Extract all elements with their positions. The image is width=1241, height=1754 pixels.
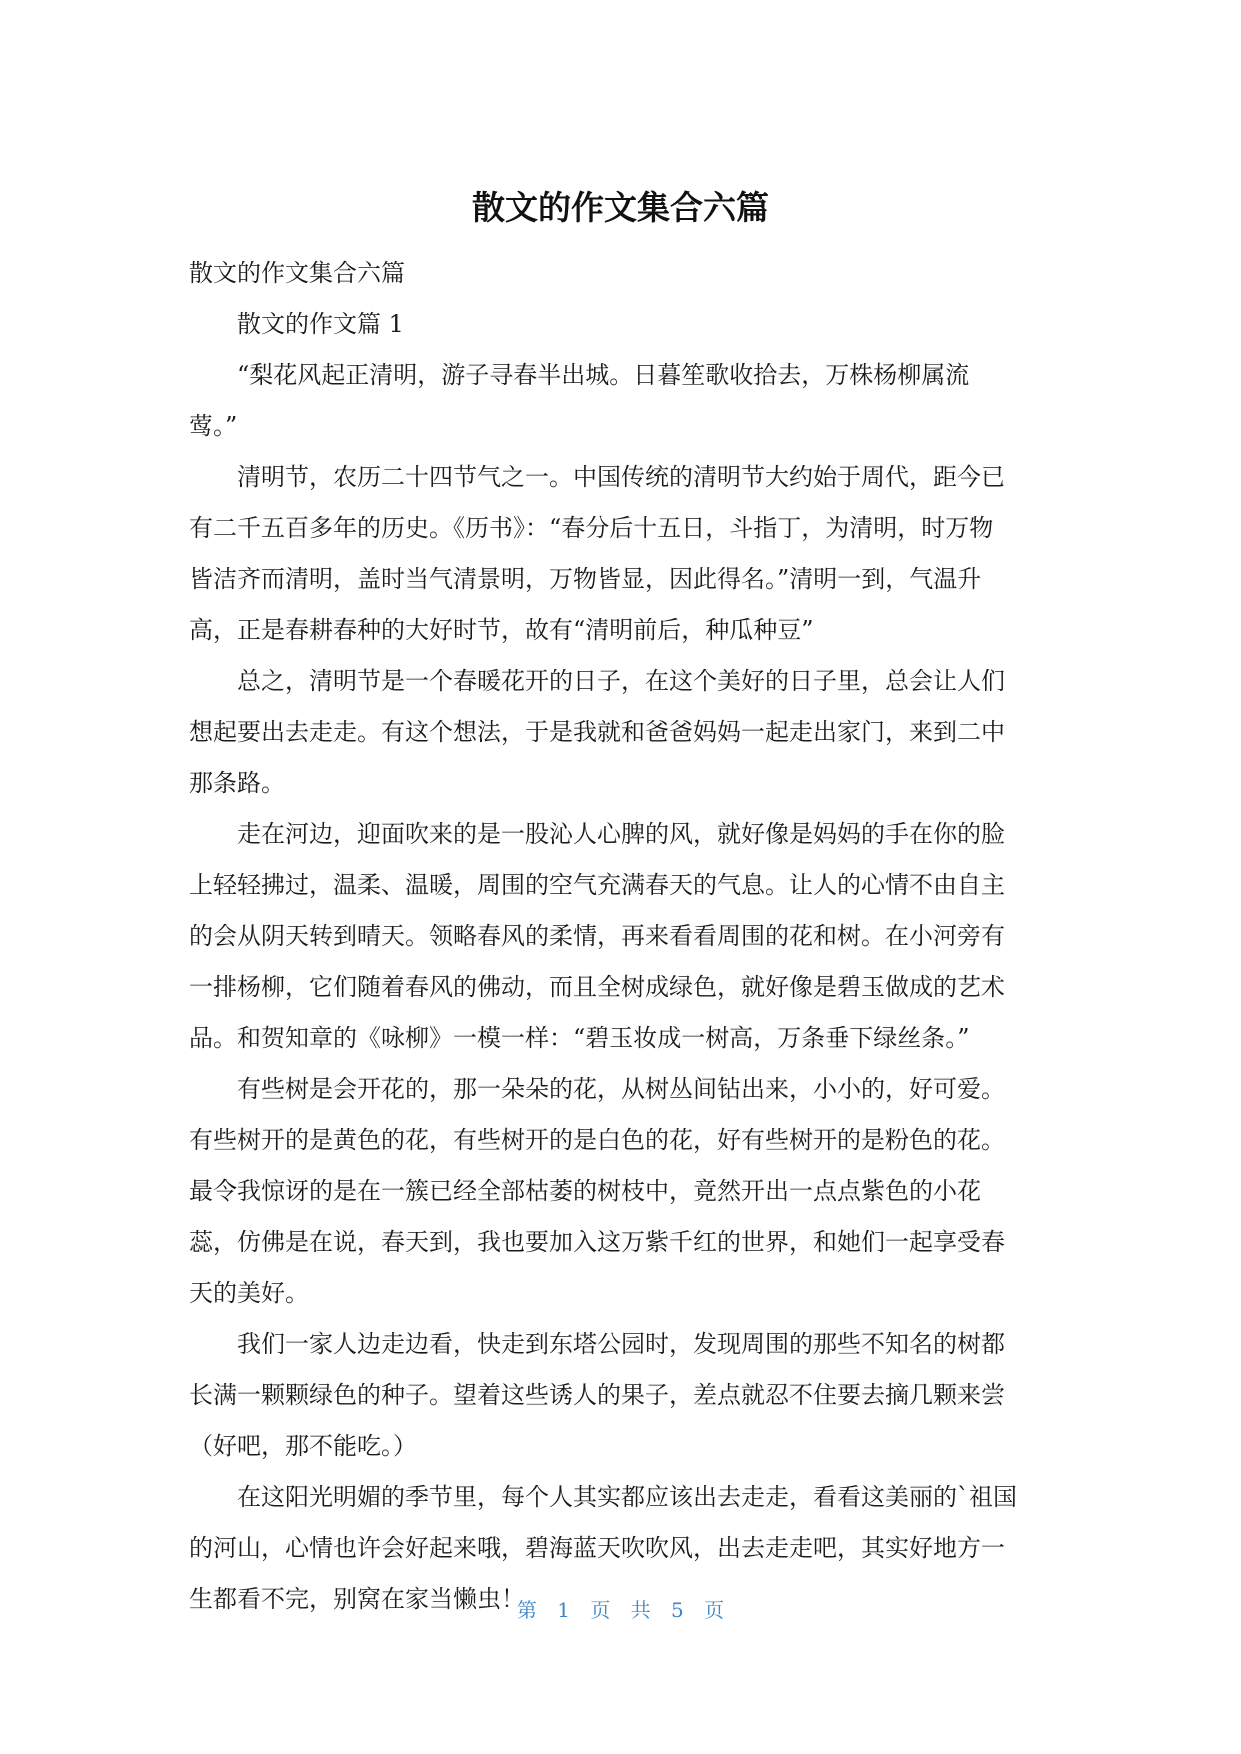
- paragraph-line: 高，正是春耕春种的大好时节，故有“清明前后，种瓜种豆”: [189, 616, 814, 644]
- document-body: [189, 248, 1049, 1625]
- paragraph-list: [189, 350, 1049, 1625]
- paragraph-line: 有些树是会开花的，那一朵朵的花，从树丛间钻出来，小小的，好可爱。: [237, 1075, 1005, 1103]
- paragraph: [189, 809, 1049, 1064]
- paragraph-line: 的会从阴天转到晴天。领略春风的柔情，再来看看周围的花和树。在小河旁有: [189, 922, 1005, 950]
- paragraph-line: 长满一颗颗绿色的种子。望着这些诱人的果子，差点就忍不住要去摘几颗来尝: [189, 1381, 1005, 1409]
- paragraph: [189, 1064, 1049, 1319]
- paragraph-line: 总之，清明节是一个春暖花开的日子，在这个美好的日子里，总会让人们: [237, 667, 1005, 695]
- paragraph-line: 想起要出去走走。有这个想法，于是我就和爸爸妈妈一起走出家门，来到二中: [189, 718, 1005, 746]
- paragraph-line: 我们一家人边走边看，快走到东塔公园时，发现周围的那些不知名的树都: [237, 1330, 1005, 1358]
- paragraph-line: 那条路。: [189, 769, 285, 797]
- paragraph-line: （好吧，那不能吃。）: [189, 1432, 417, 1460]
- paragraph: [189, 656, 1049, 809]
- paragraph: [189, 1319, 1049, 1472]
- paragraph-line: 上轻轻拂过，温柔、温暖，周围的空气充满春天的气息。让人的心情不由自主: [189, 871, 1005, 899]
- paragraph: [189, 350, 1049, 452]
- paragraph-line: 品。和贺知章的《咏柳》一模一样：“碧玉妆成一树高，万条垂下绿丝条。”: [189, 1024, 970, 1052]
- document-title: 散文的作文集合六篇: [472, 188, 769, 227]
- paragraph-line: 最令我惊讶的是在一簇已经全部枯萎的树枝中，竟然开出一点点紫色的小花: [189, 1177, 981, 1205]
- paragraph-line: 莺。”: [189, 412, 238, 440]
- paragraph-line: 有些树开的是黄色的花，有些树开的是白色的花，好有些树开的是粉色的花。: [189, 1126, 1005, 1154]
- paragraph-line: 清明节，农历二十四节气之一。中国传统的清明节大约始于周代，距今已: [237, 463, 1005, 491]
- document-subtitle: 散文的作文集合六篇: [189, 259, 405, 287]
- paragraph-line: 天的美好。: [189, 1279, 309, 1307]
- section-heading: 散文的作文篇 1: [237, 310, 404, 338]
- paragraph-line: 一排杨柳，它们随着春风的佛动，而且全树成绿色，就好像是碧玉做成的艺术: [189, 973, 1005, 1001]
- paragraph: [189, 452, 1049, 656]
- paragraph-line: 走在河边，迎面吹来的是一股沁人心脾的风，就好像是妈妈的手在你的脸: [237, 820, 1005, 848]
- paragraph-line: 皆洁齐而清明，盖时当气清景明，万物皆显，因此得名。”清明一到，气温升: [189, 565, 982, 593]
- paragraph-line: 的河山，心情也许会好起来哦，碧海蓝天吹吹风，出去走走吧，其实好地方一: [189, 1534, 1005, 1562]
- paragraph-line: 蕊，仿佛是在说，春天到，我也要加入这万紫千红的世界，和她们一起享受春: [189, 1228, 1005, 1256]
- paragraph-line: 生都看不完，别窝在家当懒虫！: [189, 1585, 525, 1613]
- paragraph-line: 在这阳光明媚的季节里，每个人其实都应该出去走走，看看这美丽的`祖国: [237, 1483, 1017, 1511]
- page-number-footer: 第 1 页 共 5 页: [516, 1598, 725, 1622]
- paragraph-line: 有二千五百多年的历史。《历书》：“春分后十五日，斗指丁，为清明，时万物: [189, 514, 994, 542]
- paragraph-line: “梨花风起正清明，游子寻春半出城。日暮笙歌收拾去，万株杨柳属流: [237, 361, 970, 389]
